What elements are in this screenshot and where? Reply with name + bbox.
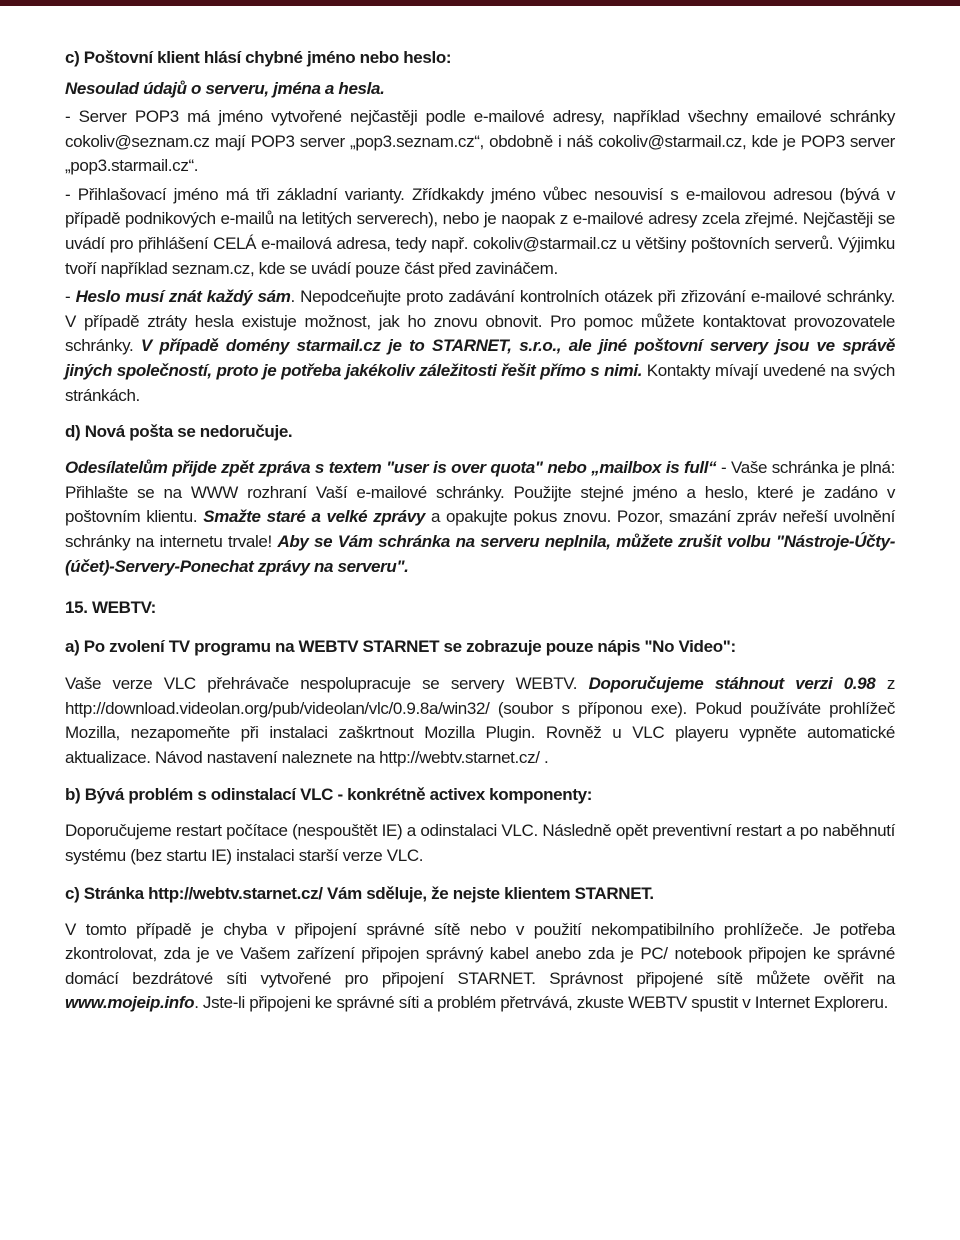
password-text-2: Kontakty mívají uvedené na svých stránkách. xyxy=(65,360,895,405)
section-15c-heading: c) Stránka http://webtv.starnet.cz/ Vám sděluje, že nejste klientem STARNET. xyxy=(65,883,654,903)
section-15a-heading: a) Po zvolení TV programu na WEBTV STARNET se zobrazuje pouze nápis "No Video": xyxy=(65,637,736,657)
delete-messages-emphasis: Smažte staré a velké zprávy xyxy=(203,507,425,527)
password-dash: - xyxy=(65,287,76,307)
login-name-paragraph xyxy=(65,183,895,281)
not-client-paragraph xyxy=(65,918,895,1016)
document-page xyxy=(65,38,895,1016)
password-text-1: . Nepodceňujte proto zadávání kontrolních otázek při zřizování e-mailové schránky. V případě ztráty hesla existuje možnost, jak ho znovu obnovit. Pro pomoc můžete kontaktovat provozovatele schránky. xyxy=(65,287,896,356)
password-domain-emphasis: V případě domény starmail.cz je to STARNET, s.r.o., ale jiné poštovní servery jsou ve správě jiných společností, proto je potřeba jakékoliv záležitosti řešit přímo s nimi. xyxy=(65,336,895,380)
password-emphasis: Heslo musí znát každý sám xyxy=(75,287,291,307)
quota-message-emphasis: Odesílatelům přijde zpět zpráva s textem "user is over quota" nebo „mailbox is full“ xyxy=(65,458,717,478)
vlc-text-1: Vaše verze VLC přehrávače nespolupracuje se servery WEBTV. xyxy=(65,674,589,694)
section-15-heading: 15. WEBTV: xyxy=(65,598,156,618)
not-client-text-1: V tomto případě je chyba v připojení správné sítě nebo v použití nekompatibilního prohlížeče. Je potřeba zkontrolovat, zda je ve Vašem zařízení připojen správný kabel anebo zda je PC/ notebook připojen ke správné domácí bezdrátové síti vytvořené pro připojení STARNET. Správnost připojené sítě můžete ověřit na xyxy=(65,919,895,988)
section-c-subheading: Nesoulad údajů o serveru, jména a hesla. xyxy=(65,79,385,98)
pop3-server-paragraph: - Server POP3 má jméno vytvořené nejčastěji podle e-mailové adresy, například všechny emailové schránky cokoliv@seznam.cz mají POP3 server „pop3.seznam.cz“, obdobně i náš cokoliv@starmail.cz, kde je POP3 server „pop3.starmail.cz“. xyxy=(65,107,895,176)
quota-text-2: a opakujte pokus znovu. Pozor, smazání zpráv neřeší uvolnění schránky na internetu trvale! xyxy=(65,507,896,551)
top-color-bar xyxy=(0,0,960,6)
vlc-uninstall-paragraph: Doporučujeme restart počítace (nespouštět IE) a odinstalaci VLC. Následně opět preventivní restart a po naběhnutí systému (bez startu IE) instalaci starší verze VLC. xyxy=(65,821,895,866)
vlc-text-2: z http://download.videolan.org/pub/videolan/vlc/0.9.8a/win32/ (soubor s příponou exe). Pokud používáte prohlížeč Mozilla, nezapomeňte při instalaci zaškrtnout Mozilla Plugin. Rovněž u VLC playeru vypněte automatické aktualizace. Návod nastavení naleznete na http://webtv.starnet.cz/ . xyxy=(65,674,895,767)
not-client-text-2: . Jste-li připojeni ke správné síti a problém přetrvává, zkuste WEBTV spustit v Internet Exploreru. xyxy=(194,993,888,1013)
vlc-recommend-emphasis: Doporučujeme stáhnout verzi 0.98 xyxy=(588,674,876,694)
vlc-version-paragraph xyxy=(65,672,895,770)
login-name-body: Zřídkakdy jméno vůbec nesouvisí s e-mailovou adresou (bývá v případě podnikových e-mailů na letitých serverech), nebo je naopak z e-mailové adresy zcela zřejmé. Nejčastěji se uvádí pro přihlášení CELÁ e-mailová adresa, tedy např. cokoliv@starmail.cz u většiny poštovních serverů. Výjimku tvoří například seznam.cz, kde se uvádí pouze část před zavináčem. xyxy=(65,184,895,278)
section-15b-heading: b) Bývá problém s odinstalací VLC - konkrétně activex komponenty: xyxy=(65,785,593,805)
password-paragraph xyxy=(65,285,895,408)
section-d-heading: d) Nová pošta se nedoručuje. xyxy=(65,422,293,442)
mojeip-link-text: www.mojeip.info xyxy=(65,993,195,1013)
keep-messages-emphasis: Aby se Vám schránka na serveru neplnila, můžete zrušit volbu "Nástroje-Účty-(účet)-Servery-Ponechat zprávy na serveru". xyxy=(65,531,896,576)
login-name-intro: - Přihlašovací jméno má tři základní varianty. xyxy=(65,184,405,204)
quota-text-1: - Vaše schránka je plná: Přihlašte se na WWW rozhraní Vaší e-mailové schránky. Použijte stejné jméno a heslo, které je zadáno v poštovním klientu. xyxy=(65,458,895,527)
section-c-heading: c) Poštovní klient hlásí chybné jméno nebo heslo: xyxy=(65,48,452,67)
mail-not-delivered-paragraph xyxy=(65,456,895,579)
